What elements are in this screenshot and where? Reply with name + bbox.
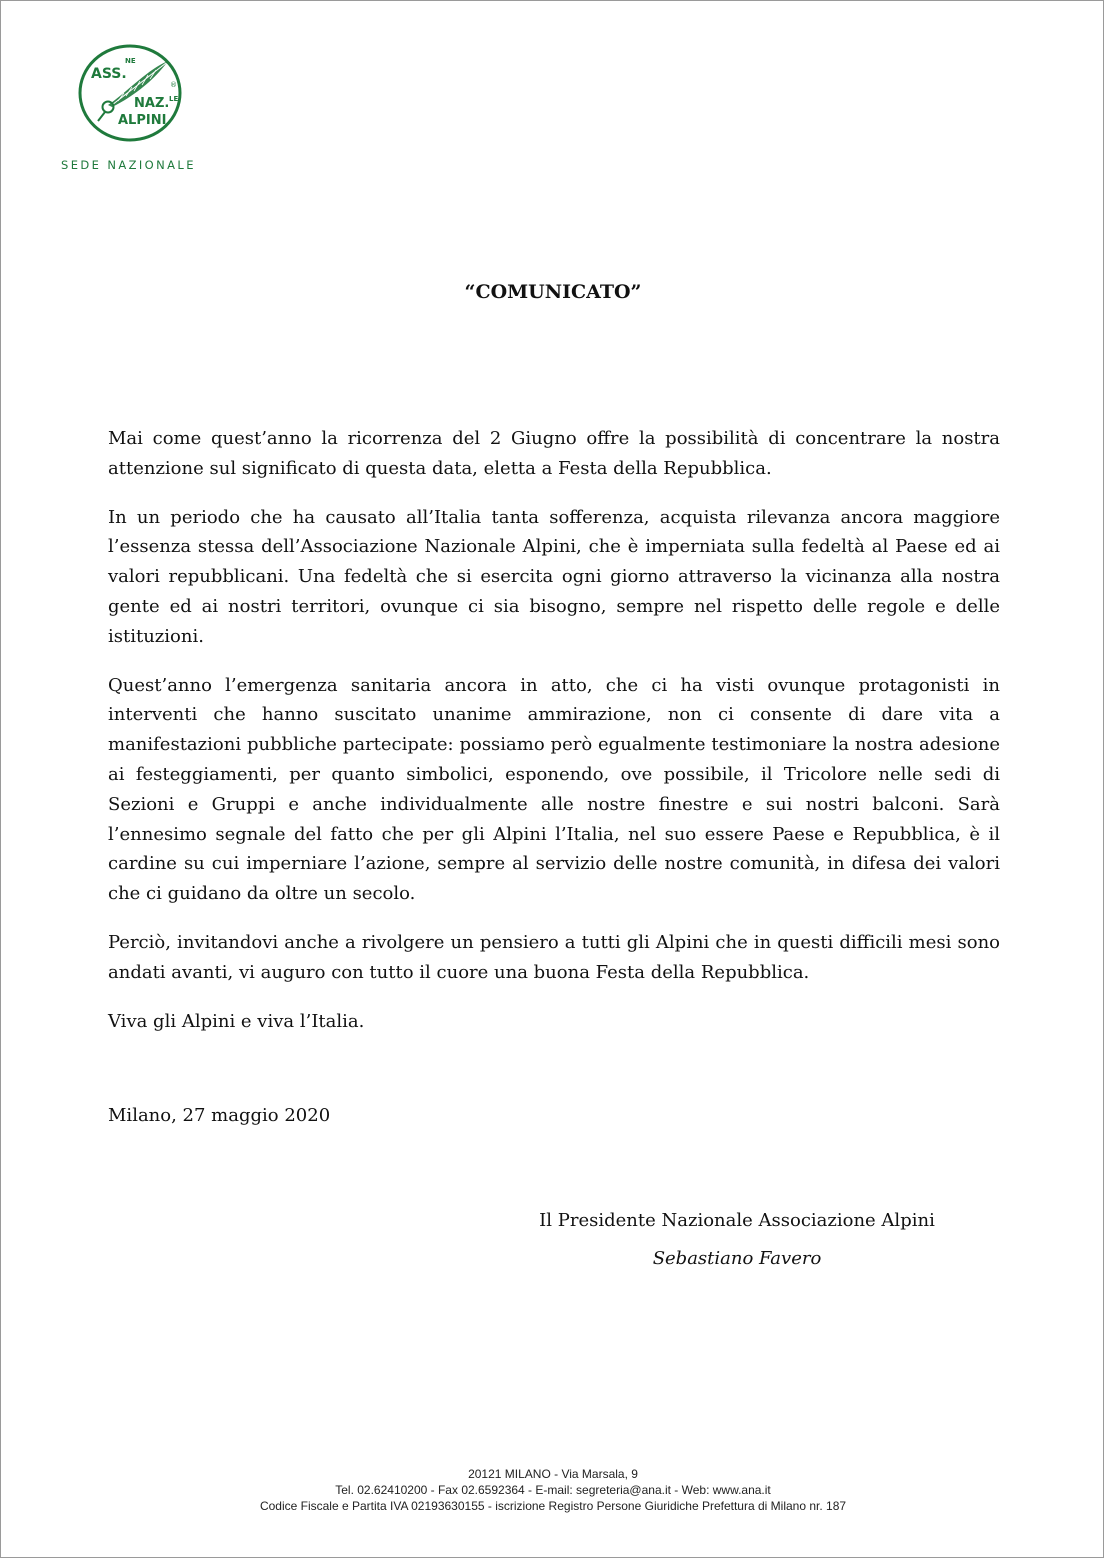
body-paragraph: Mai come quest’anno la ricorrenza del 2 Giugno offre la possibilità di concentrare la nostra attenzione sul significato di questa data, eletta a Festa della Repubblica. [108,428,1000,479]
logo-text-ass: ASS. [91,66,127,82]
body-paragraph: Quest’anno l’emergenza sanitaria ancora in atto, che ci ha visti ovunque protagonisti in interventi che hanno suscitato unanime ammirazione, non ci consente di dare vita a manifestazioni pubbliche partecipate: possiamo però egualmente testimoniare la nostra adesione ai festeggiamenti, per quanto simbolici, esponendo, ove possibile, il Tricolore nelle sedi di Sezioni e Gruppi e anche individualmente alle nostre finestre e sui nostri balconi. Sarà l’ennesimo segnale del fatto che per gli Alpini l’Italia, nel suo essere Paese e Repubblica, è il cardine su cui imperniare l’azione, sempre al servizio delle nostre comunità, in difesa dei valori che ci guidano da oltre un secolo. [108,674,1000,905]
document-body [108,424,1000,1055]
footer-address: 20121 MILANO - Via Marsala, 9 [468,1467,638,1481]
footer-registry: Codice Fiscale e Partita IVA 02193630155 - iscrizione Registro Persone Giuridiche Prefettura di Milano nr. 187 [259,1499,847,1513]
ana-logo [78,43,184,143]
date-line: Milano, 27 maggio 2020 [108,1105,331,1126]
footer-contacts: Tel. 02.62410200 - Fax 02.6592364 - E-mail: segreteria@ana.it - Web: www.ana.it [335,1483,771,1497]
logo-text-ne: NE [125,57,136,65]
logo-text-naz: NAZ. [134,96,170,111]
signature-role: Il Presidente Nazionale Associazione Alpini [539,1210,935,1231]
logo-text-alpini: ALPINI [118,113,167,128]
document-title: “COMUNICATO” [464,281,642,303]
body-paragraph: Perciò, invitandovi anche a rivolgere un pensiero a tutti gli Alpini che in questi difficili mesi sono andati avanti, vi auguro con tutto il cuore una buona Festa della Repubblica. [108,931,1000,983]
signature-name: Sebastiano Favero [652,1248,822,1269]
logo-text-le: LE [169,95,179,103]
body-paragraph: Viva gli Alpini e viva l’Italia. [108,1010,365,1032]
org-label: SEDE NAZIONALE [61,158,196,172]
body-paragraph: In un periodo che ha causato all’Italia tanta sofferenza, acquista rilevanza ancora maggiore l’essenza stessa dell’Associazione Nazionale Alpini, che è imperniata sulla fedeltà al Paese ed ai valori repubblicani. Una fedeltà che si esercita ogni giorno attraverso la vicinanza alla nostra gente ed ai nostri territori, ovunque ci sia bisogno, sempre nel rispetto delle regole e delle istituzioni. [108,506,1000,647]
letterhead-footer [1,1466,1104,1514]
registered-mark: ® [170,81,177,89]
ana-logo-emblem [78,43,184,143]
